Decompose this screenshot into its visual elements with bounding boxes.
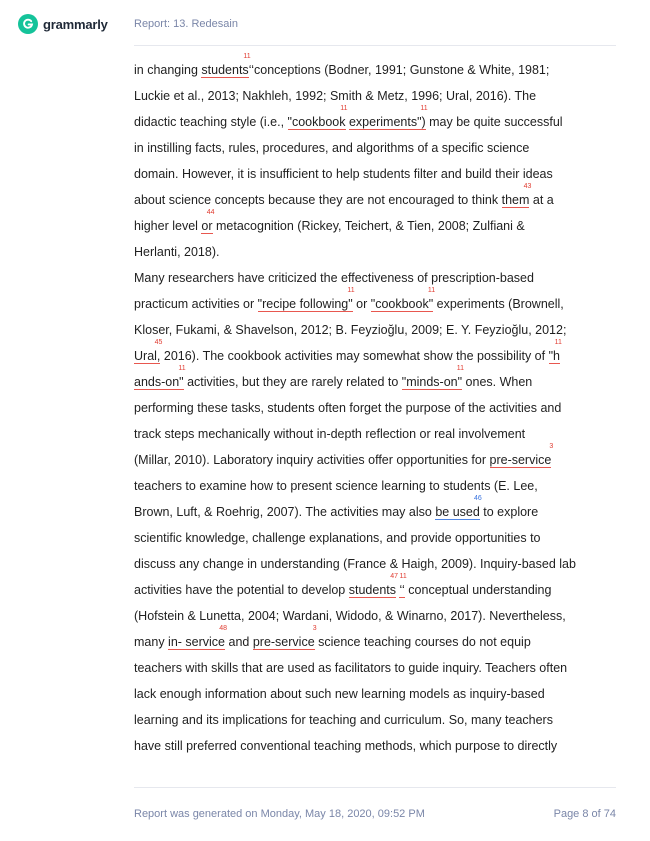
text-line [134, 551, 616, 577]
flagged-issue[interactable] [134, 339, 163, 364]
flagged-issue[interactable] [201, 209, 215, 234]
flagged-issue[interactable] [401, 365, 465, 390]
text-segment: science teaching courses do not equip [314, 635, 531, 649]
issue-number: 11 [420, 105, 428, 112]
issue-number: 11 [554, 339, 562, 346]
text-segment: performing these tasks, students often forget the purpose of the activities and [134, 401, 562, 415]
text-line [134, 707, 616, 733]
text-segment: discuss any change in understanding (France & Haigh, 2009). Inquiry-based lab [134, 557, 576, 571]
text-segment: lack enough information about such new learning models as inquiry-based [134, 687, 545, 701]
text-segment: Herlanti, 2018). [134, 245, 220, 259]
text-segment: in instilling facts, rules, procedures, and algorithms of a specific science [134, 141, 530, 155]
flagged-text: "cookbook" [370, 297, 434, 311]
page-number: Page 8 of 74 [553, 808, 616, 820]
issue-number: 45 [154, 339, 163, 346]
issue-number: 3 [549, 443, 554, 450]
text-line [134, 53, 616, 83]
text-line [134, 573, 616, 603]
flagged-issue[interactable] [134, 365, 186, 390]
text-segment: may be quite successful [425, 115, 563, 129]
flagged-issue[interactable] [435, 495, 482, 520]
text-segment: at a [529, 193, 554, 207]
text-line [134, 265, 616, 291]
issue-number: 11 [427, 287, 436, 294]
text-line [134, 603, 616, 629]
text-segment: or [352, 297, 371, 311]
flagged-issue[interactable] [257, 287, 355, 312]
text-line [134, 495, 616, 525]
text-line [134, 161, 616, 187]
text-segment: (Hofstein & Lunetta, 2004; Wardani, Widodo, & Winarno, 2017). Nevertheless, [134, 609, 566, 623]
text-line [134, 473, 616, 499]
text-line [134, 83, 616, 109]
report-generated-text: Report was generated on Monday, May 18, 2020, 09:52 PM [134, 808, 425, 820]
issue-number: 11 [178, 365, 186, 372]
issue-number: 43 [523, 183, 532, 190]
flagged-text: in- service [168, 635, 226, 649]
issue-number: 46 [474, 495, 482, 502]
issue-number: 47 [390, 573, 398, 580]
text-segment: (Millar, 2010). Laboratory inquiry activities offer opportunities for [134, 453, 490, 467]
flagged-text: students [348, 583, 396, 597]
grammarly-logo [18, 14, 108, 34]
header-divider [134, 45, 616, 46]
flagged-issue[interactable] [370, 287, 436, 312]
issue-number: 11 [340, 105, 348, 112]
flagged-text: "h [548, 349, 560, 363]
text-line [134, 733, 616, 759]
text-segment: to explore [479, 505, 539, 519]
text-segment: higher level [134, 219, 202, 233]
issue-number: 48 [219, 625, 228, 632]
text-segment: about science concepts because they are not encouraged to think [134, 193, 502, 207]
flagged-issue[interactable] [168, 625, 228, 650]
text-segment: teachers to examine how to present science learning to students (E. Lee, [134, 479, 538, 493]
text-segment: track steps mechanically without in-depth reflection or real involvement [134, 427, 526, 441]
text-line [134, 317, 616, 343]
text-segment: experiments (Brownell, [433, 297, 564, 311]
flagged-issue[interactable] [548, 339, 562, 364]
text-line [134, 625, 616, 655]
text-segment: conceptual understanding [404, 583, 552, 597]
text-segment: practicum activities or [134, 297, 258, 311]
flagged-issue[interactable] [399, 573, 407, 598]
text-line [134, 239, 616, 265]
text-line [134, 287, 616, 317]
flagged-text: pre-service [252, 635, 315, 649]
flagged-issue[interactable] [252, 625, 317, 650]
text-segment: Kloser, Fukami, & Shavelson, 2012; B. Feyzioğlu, 2009; E. Y. Feyzioğlu, 2012; [134, 323, 567, 337]
flagged-text: Ural, [134, 349, 161, 363]
flagged-issue[interactable] [348, 105, 428, 130]
text-line [134, 135, 616, 161]
text-segment: 2016). The cookbook activities may somewhat show the possibility of [160, 349, 549, 363]
text-segment: Many researchers have criticized the effectiveness of prescription-based [134, 271, 534, 285]
text-segment: teachers with skills that are used as facilitators to guide inquiry. Teachers often [134, 661, 568, 675]
flagged-text: "recipe following" [257, 297, 353, 311]
text-line [134, 365, 616, 395]
flagged-text: "minds-on" [401, 375, 463, 389]
flagged-text: students [201, 63, 249, 77]
flagged-text: pre-service [489, 453, 552, 467]
text-line [134, 443, 616, 473]
flagged-text: "cookbook [287, 115, 346, 129]
text-segment: metacognition (Rickey, Teichert, & Tien, 2008; Zulfiani & [212, 219, 525, 233]
text-segment: ‘‘ [248, 63, 255, 77]
flagged-issue[interactable] [501, 183, 532, 208]
grammarly-g-icon [18, 14, 38, 34]
text-line [134, 395, 616, 421]
flagged-text: experiments") [348, 115, 426, 129]
flagged-text: ‘‘ [399, 583, 405, 597]
text-segment: and [225, 635, 253, 649]
flagged-text: ands-on" [134, 375, 184, 389]
text-segment: Brown, Luft, & Roehrig, 2007). The activities may also [134, 505, 436, 519]
text-segment: scientific knowledge, challenge explanations, and provide opportunities to [134, 531, 541, 545]
flagged-issue[interactable] [287, 105, 348, 130]
issue-number: 3 [312, 625, 317, 632]
footer-divider [134, 787, 616, 788]
text-segment: didactic teaching style (i.e., [134, 115, 288, 129]
flagged-text: them [501, 193, 530, 207]
flagged-issue[interactable] [348, 573, 398, 598]
text-line [134, 655, 616, 681]
text-line [134, 339, 616, 369]
text-line [134, 681, 616, 707]
text-segment: many [134, 635, 169, 649]
text-line [134, 209, 616, 239]
text-segment: activities, but they are rarely related to [183, 375, 402, 389]
text-segment: in changing [134, 63, 202, 77]
text-segment: conceptions (Bodner, 1991; Gunstone & White, 1981; [254, 63, 550, 77]
text-segment: Luckie et al., 2013; Nakhleh, 1992; Smith & Metz, 1996; Ural, 2016). The [134, 89, 537, 103]
text-segment: learning and its implications for teaching and curriculum. So, many teachers [134, 713, 553, 727]
document-body [134, 53, 616, 759]
flagged-issue[interactable] [201, 53, 251, 78]
flagged-text: be used [435, 505, 480, 519]
flagged-issue[interactable] [489, 443, 554, 468]
report-title: Report: 13. Redesain [134, 18, 238, 30]
issue-number: 11 [243, 53, 251, 60]
text-segment: ones. When [462, 375, 533, 389]
text-line [134, 421, 616, 447]
logo-text: grammarly [43, 16, 108, 32]
text-segment: activities have the potential to develop [134, 583, 349, 597]
issue-number: 44 [206, 209, 215, 216]
issue-number: 11 [399, 573, 407, 580]
text-segment: domain. However, it is insufficient to help students filter and build their ideas [134, 167, 553, 181]
flagged-text: or [201, 219, 213, 233]
issue-number: 11 [347, 287, 355, 294]
issue-number: 11 [456, 365, 465, 372]
text-segment: have still preferred conventional teaching methods, which purpose to directly [134, 739, 558, 753]
text-line [134, 105, 616, 135]
text-line [134, 525, 616, 551]
